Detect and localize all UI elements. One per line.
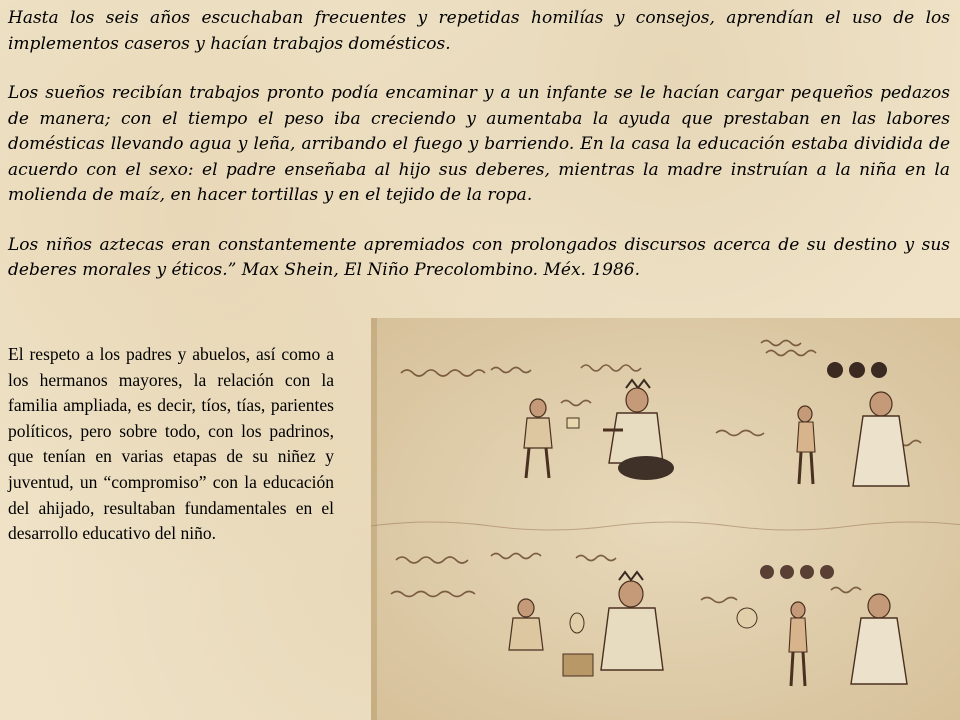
intro-text: [8, 6, 950, 284]
intro-paragraph-1: Hasta los seis años escuchaban frecuentes y repetidas homilías y consejos, aprendían el uso de los implementos caseros y hacían trabajos domésticos.: [8, 8, 950, 54]
codex-circles-upper: [827, 362, 887, 378]
codex-mendoza-image: [371, 318, 960, 720]
intro-paragraph-2: Los sueños recibían trabajos pronto podía encaminar y a un infante se le hacían cargar pequeños pedazos de manera; con el tiempo el peso iba creciendo y aumentaba la ayuda que prestaban en las labores domésticas llevando agua y leña, arribando el fuego y barriendo. En la casa la educación estaba dividida de acuerdo con el sexo: el padre enseñaba al hijo sus deberes, mientras la madre instruían a la niña en la molienda de maíz, en hacer tortillas y en el tejido de la ropa.: [8, 83, 950, 205]
codex-illustration: [371, 318, 960, 720]
intro-paragraph-3: Los niños aztecas eran constantemente apremiados con prolongados discursos acerca de su destino y sus deberes morales y éticos.” Max Shein, El Niño Precolombino. Méx. 1986.: [8, 234, 950, 280]
side-paragraph: El respeto a los padres y abuelos, así como a los hermanos mayores, la relación con la familia ampliada, es decir, tíos, tías, parientes políticos, pero sobre todo, con los padrinos, que tenían en varias etapas de su niñez y juventud, un “compromiso” con la educación del ahijado, resultaban fundamentales en el desarrollo educativo del niño.: [8, 344, 334, 544]
